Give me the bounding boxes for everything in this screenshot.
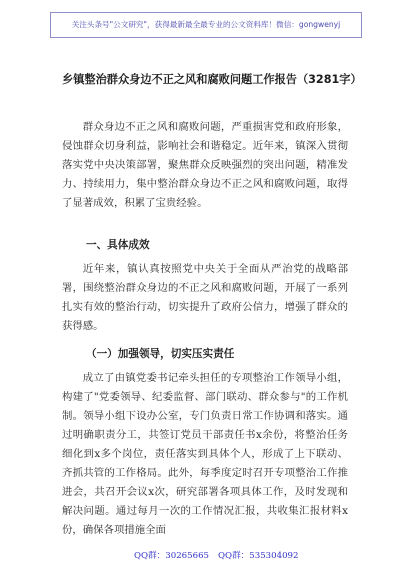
promo-banner: 关注头条号"公文研究"，获得最新最全最专业的公文资料库！微信：gongwenyj bbox=[50, 12, 362, 38]
document-title: 乡镇整治群众身边不正之风和腐败问题工作报告（3281字） bbox=[62, 73, 362, 86]
footer-qq-group-2: QQ群：535304092 bbox=[218, 551, 299, 561]
section-heading-achievements: 一、具体成效 bbox=[86, 239, 150, 251]
footer-qq-group-1: QQ群：30265665 bbox=[134, 551, 210, 561]
subsection-heading-leadership: （一）加强领导，切实压实责任 bbox=[86, 348, 235, 360]
leadership-paragraph: 成立了由镇党委书记牵头担任的专项整治工作领导小组，构建了"党委领导、纪委监督、部门联动、群众参与"的工作机制。领导小组下设办公室，专门负责日常工作协调和落实。通过明确职责分工，共签订党员干部责任书x余份，将整治任务细化到x多个岗位，责任落实到具体个人，形成了上下联动、齐抓共管的工作格局。此外，每季度定时召开专项整治工作推进会，共召开会议x次，研究部署各项具体工作，及时发现和解决问题。通过每月一次的工作情况汇报，共收集汇报材料x份，确保各项措施全面 bbox=[62, 372, 348, 536]
footer bbox=[0, 549, 408, 563]
achievements-paragraph: 近年来，镇认真按照党中央关于全面从严治党的战略部署，围绕整治群众身边的不正之风和腐败问题，开展了一系列扎实有效的整治行动，切实提升了政府公信力，增强了群众的获得感。 bbox=[62, 263, 348, 332]
intro-paragraph: 群众身边不正之风和腐败问题，严重损害党和政府形象，侵蚀群众切身利益，影响社会和谐稳定。近年来，镇深入贯彻落实党中央决策部署，聚焦群众反映强烈的突出问题，精准发力、持续用力，集中整治群众身边不正之风和腐败问题，取得了显著成效，积累了宝贵经验。 bbox=[62, 121, 348, 209]
